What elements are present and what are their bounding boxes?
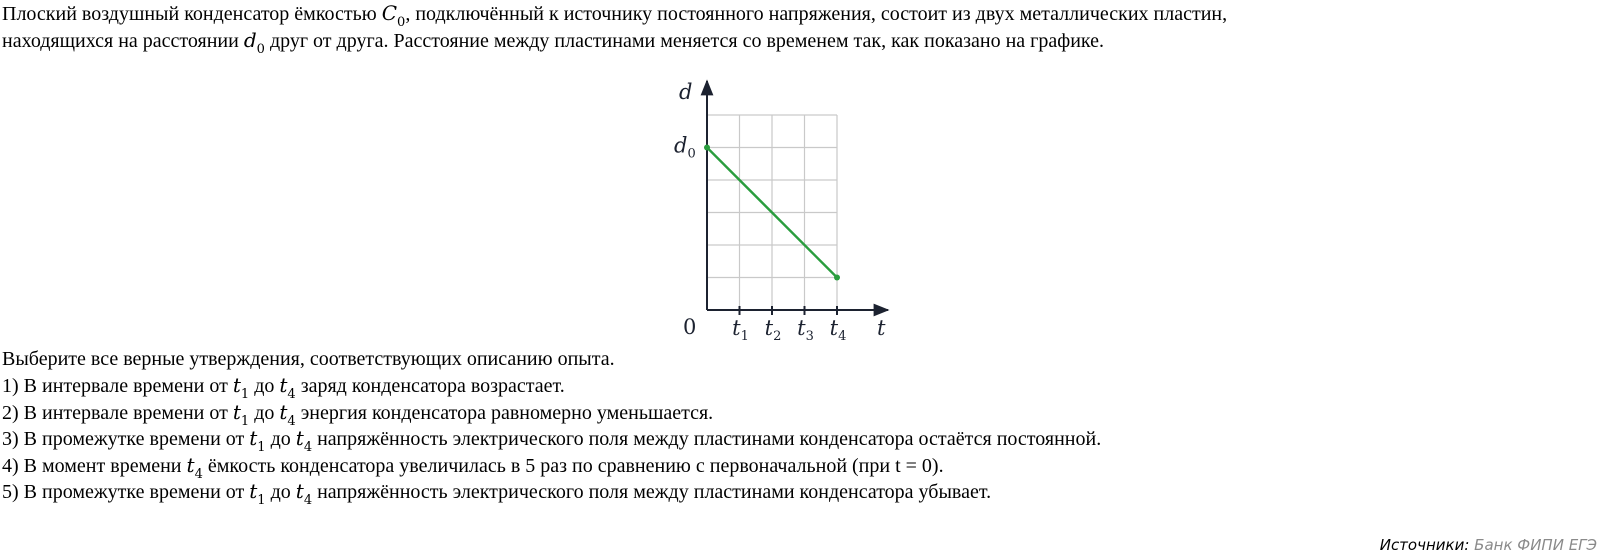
capacitance-symbol: $C_0$ bbox=[381, 1, 406, 30]
series-point bbox=[834, 275, 840, 281]
statement-text: 3) В промежутке времени от bbox=[2, 428, 250, 450]
y-tick-label: $d_0$ bbox=[674, 133, 696, 162]
time-symbol: $t_4$ bbox=[279, 399, 296, 429]
distance-symbol: $d_0$ bbox=[243, 28, 265, 57]
origin-label: 0 bbox=[683, 315, 697, 339]
intro-text: друг от друга. Расстояние между пластинами меняется со временем так, как показано на графике. bbox=[264, 30, 1105, 52]
time-symbol: $t_1$ bbox=[232, 399, 250, 429]
statement-text: до bbox=[249, 375, 280, 397]
statement-text: 4) В момент времени bbox=[2, 454, 187, 477]
time-symbol: $t_4$ bbox=[186, 452, 203, 482]
time-symbol: $t_4$ bbox=[279, 373, 296, 402]
problem-intro-line-2 bbox=[2, 27, 1104, 62]
time-symbol: $t_1$ bbox=[249, 426, 266, 455]
source-link[interactable]: Банк ФИПИ ЕГЭ bbox=[1474, 536, 1597, 554]
time-symbol: $t_1$ bbox=[249, 479, 266, 508]
intro-text: , подключённый к источнику постоянного напряжения, состоит из двух металлических пластин, bbox=[405, 3, 1228, 25]
y-axis-label: d bbox=[679, 80, 693, 104]
statement-text: до bbox=[265, 481, 296, 503]
distance-time-graph bbox=[674, 72, 920, 352]
statement-text: 1) В интервале времени от bbox=[2, 375, 233, 397]
time-symbol: $t_1$ bbox=[232, 373, 250, 402]
statement-text: напряжённость электрического поля между пластинами конденсатора убывает. bbox=[312, 481, 992, 503]
intro-text: находящихся на расстоянии bbox=[2, 30, 244, 52]
x-tick-label: $t_1$ bbox=[732, 316, 749, 344]
time-symbol: $t_4$ bbox=[295, 426, 313, 455]
x-tick-label: $t_2$ bbox=[764, 316, 782, 344]
intro-text: Плоский воздушный конденсатор ёмкостью bbox=[2, 3, 382, 25]
statement-item bbox=[2, 478, 991, 513]
statement-text: 2) В интервале времени от bbox=[2, 401, 233, 424]
x-axis-label: t bbox=[877, 316, 886, 340]
series-point bbox=[704, 145, 710, 151]
statement-text: заряд конденсатора возрастает. bbox=[295, 375, 565, 397]
x-tick-label: $t_3$ bbox=[797, 316, 814, 344]
question-text: Выберите все верные утверждения, соответствующих описанию опыта. bbox=[2, 348, 615, 370]
time-symbol: $t_4$ bbox=[295, 479, 313, 508]
statement-text: напряжённость электрического поля между пластинами конденсатора остаётся постоянной. bbox=[312, 428, 1102, 450]
x-tick-label: $t_4$ bbox=[829, 316, 847, 344]
statement-text: энергия конденсатора равномерно уменьшается. bbox=[295, 401, 714, 424]
statement-text: до bbox=[249, 401, 280, 424]
statement-text: до bbox=[265, 428, 296, 450]
source-line bbox=[1380, 536, 1597, 554]
source-label: Источники: bbox=[1379, 536, 1470, 554]
statement-text: ёмкость конденсатора увеличилась в 5 раз по сравнению с первоначальной (при t = 0). bbox=[202, 454, 944, 477]
statement-text: 5) В промежутке времени от bbox=[2, 481, 250, 503]
